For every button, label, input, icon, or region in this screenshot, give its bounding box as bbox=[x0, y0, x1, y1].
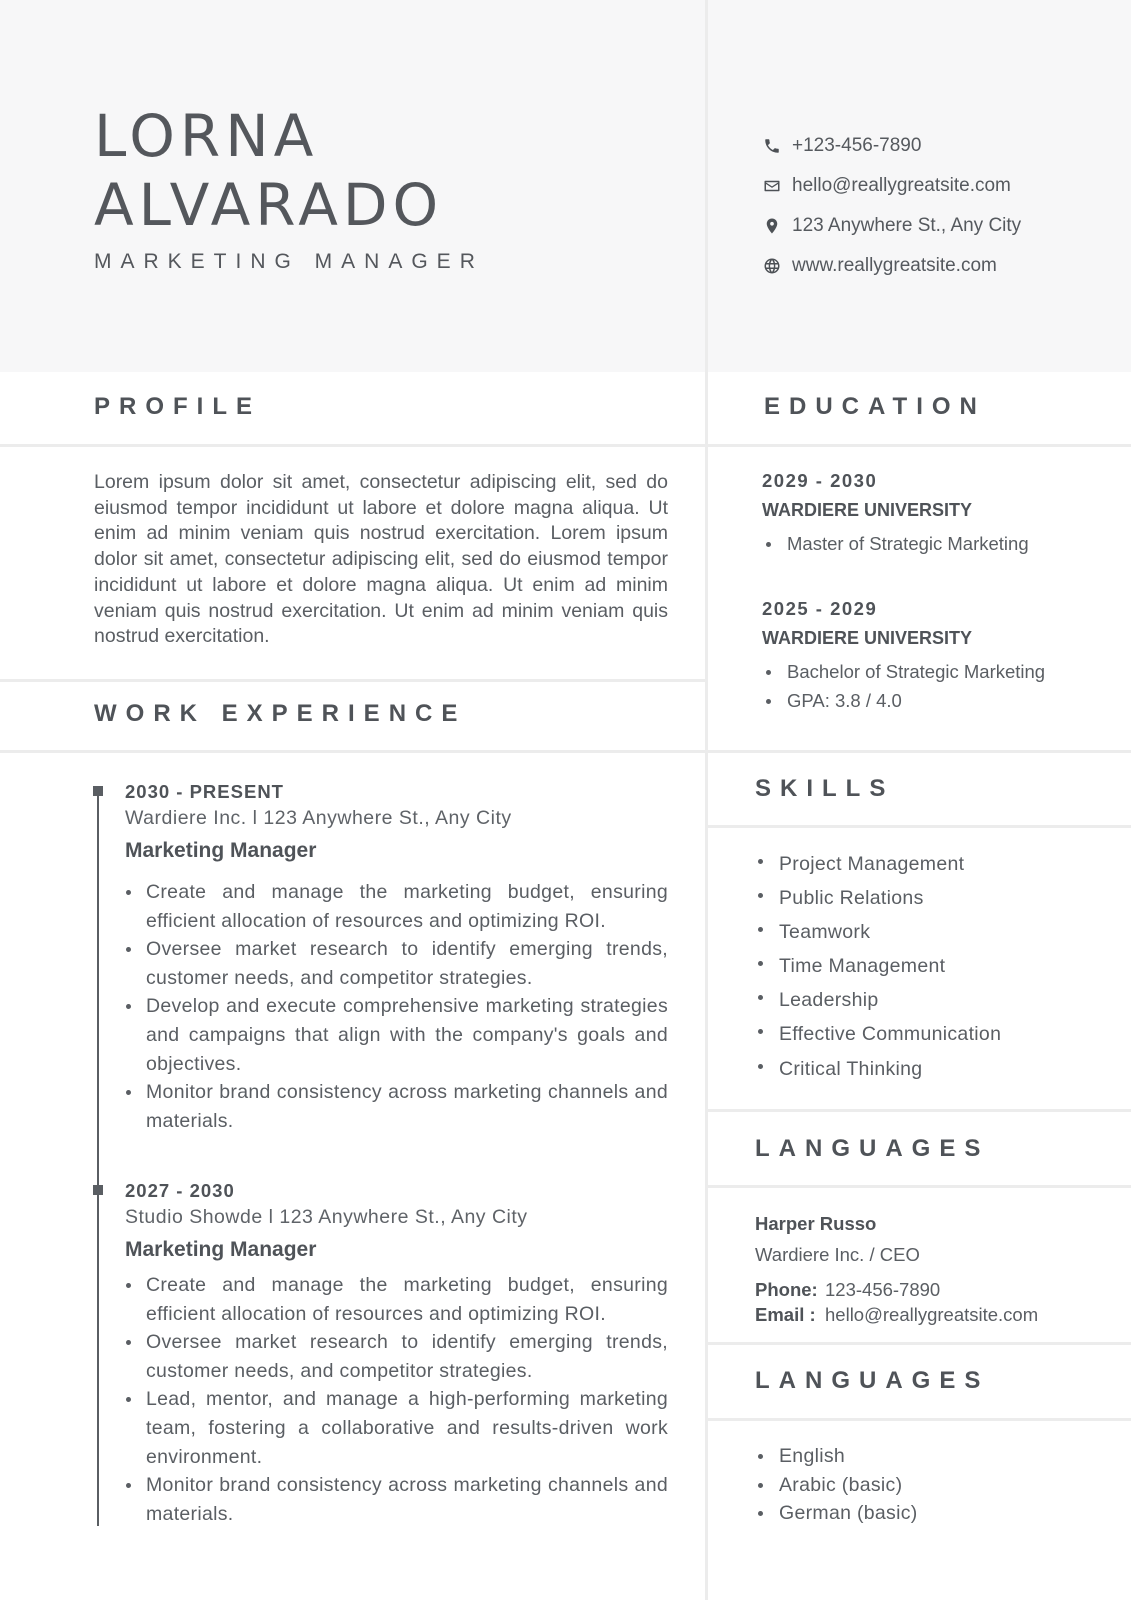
education-items bbox=[762, 530, 1102, 559]
reference-rule bbox=[708, 1185, 1131, 1188]
skills-rule bbox=[708, 825, 1131, 828]
skills-list bbox=[755, 847, 1001, 1086]
language-item: German (basic) bbox=[755, 1499, 918, 1528]
reference-name: Harper Russo bbox=[755, 1213, 877, 1234]
education-item: Master of Strategic Marketing bbox=[762, 530, 1102, 559]
education-school: WARDIERE UNIVERSITY bbox=[762, 500, 973, 520]
last-name: ALVARADO bbox=[94, 171, 444, 239]
work-top-rule bbox=[0, 679, 705, 682]
language-item: Arabic (basic) bbox=[755, 1471, 918, 1500]
skill-item: Teamwork bbox=[755, 915, 1001, 949]
job-bullet: Create and manage the marketing budget, ensuring efficient allocation of resources and optimizing ROI. bbox=[125, 878, 668, 935]
job-years: 2030 - PRESENT bbox=[125, 781, 284, 802]
language-item: English bbox=[755, 1442, 918, 1471]
reference-role: Wardiere Inc. / CEO bbox=[755, 1244, 920, 1265]
job-entry-1 bbox=[125, 780, 668, 1135]
job-bullet: Oversee market research to identify emerging trends, customer needs, and competitor strategies. bbox=[125, 935, 668, 992]
job-role: Marketing Manager bbox=[125, 839, 317, 862]
education-years: 2029 - 2030 bbox=[762, 470, 878, 491]
education-items bbox=[762, 658, 1102, 715]
job-bullets bbox=[125, 878, 668, 1135]
languages-list bbox=[755, 1442, 918, 1528]
contact-website-text: www.reallygreatsite.com bbox=[792, 255, 997, 276]
contact-website[interactable] bbox=[762, 255, 997, 277]
languages-heading: LANGUAGES bbox=[755, 1367, 990, 1394]
reference-email-row bbox=[755, 1302, 1115, 1327]
languages-rule bbox=[708, 1418, 1131, 1421]
skill-item: Project Management bbox=[755, 847, 1001, 881]
education-item: Bachelor of Strategic Marketing bbox=[762, 658, 1102, 687]
contact-email[interactable] bbox=[762, 175, 1011, 197]
job-bullet: Develop and execute comprehensive marketing strategies and campaigns that align with the company's goals and objectives. bbox=[125, 992, 668, 1078]
profile-rule bbox=[0, 444, 705, 447]
reference-email[interactable]: hello@reallygreatsite.com bbox=[825, 1304, 1039, 1325]
reference-block bbox=[755, 1210, 1115, 1327]
job-company: Studio Showde l 123 Anywhere St., Any City bbox=[125, 1206, 528, 1228]
email-icon bbox=[762, 176, 782, 196]
education-years: 2025 - 2029 bbox=[762, 598, 878, 619]
education-entry-1 bbox=[762, 469, 1102, 559]
work-experience-heading: WORK EXPERIENCE bbox=[94, 700, 467, 727]
job-title: MARKETING MANAGER bbox=[94, 250, 484, 273]
reference-phone-label: Phone: bbox=[755, 1279, 818, 1300]
contact-phone[interactable] bbox=[762, 135, 921, 157]
skill-item: Public Relations bbox=[755, 881, 1001, 915]
profile-text: Lorem ipsum dolor sit amet, consectetur adipiscing elit, sed do eiusmod tempor incididunt ut labore et dolore magna aliqua. Ut enim ad minim veniam quis nostrud exercitation. Lorem ipsum dolor sit amet, consectetur adipiscing elit, sed do eiusmod tempor incididunt ut labore et dolore magna aliqua. Ut enim ad minim veniam quis nostrud exercitation. Ut enim ad minim veniam quis nostrud exercitation. bbox=[94, 471, 668, 648]
location-icon bbox=[762, 216, 782, 236]
timeline-dot-2 bbox=[93, 1185, 103, 1195]
education-item: GPA: 3.8 / 4.0 bbox=[762, 687, 1102, 716]
reference-phone[interactable]: 123-456-7890 bbox=[825, 1279, 941, 1300]
job-bullet: Create and manage the marketing budget, ensuring efficient allocation of resources and optimizing ROI. bbox=[125, 1271, 668, 1328]
phone-icon bbox=[762, 136, 782, 156]
contact-phone-text: +123-456-7890 bbox=[792, 135, 922, 156]
education-heading: EDUCATION bbox=[764, 393, 986, 420]
education-rule bbox=[708, 444, 1131, 447]
skills-top-rule bbox=[708, 750, 1131, 753]
skill-item: Critical Thinking bbox=[755, 1052, 1001, 1086]
skills-heading: SKILLS bbox=[755, 775, 895, 802]
reference-heading: LANGUAGES bbox=[755, 1135, 990, 1162]
profile-heading: PROFILE bbox=[94, 393, 262, 420]
job-bullets bbox=[125, 1271, 668, 1528]
job-bullet: Oversee market research to identify emerging trends, customer needs, and competitor strategies. bbox=[125, 1328, 668, 1385]
job-bullet: Lead, mentor, and manage a high-performing marketing team, fostering a collaborative and results-driven work environment. bbox=[125, 1385, 668, 1471]
timeline-dot-1 bbox=[93, 786, 103, 796]
first-name: LORNA bbox=[94, 102, 319, 170]
skill-item: Time Management bbox=[755, 949, 1001, 983]
contact-address bbox=[762, 215, 1021, 237]
reference-top-rule bbox=[708, 1109, 1131, 1112]
skill-item: Effective Communication bbox=[755, 1017, 1001, 1051]
job-entry-2 bbox=[125, 1179, 668, 1528]
job-role: Marketing Manager bbox=[125, 1238, 317, 1261]
education-entry-2 bbox=[762, 597, 1102, 715]
skill-item: Leadership bbox=[755, 983, 1001, 1017]
education-school: WARDIERE UNIVERSITY bbox=[762, 628, 973, 648]
column-divider bbox=[705, 0, 708, 1600]
globe-icon bbox=[762, 256, 782, 276]
timeline-line bbox=[97, 790, 99, 1526]
job-company: Wardiere Inc. l 123 Anywhere St., Any City bbox=[125, 807, 512, 829]
reference-phone-row bbox=[755, 1277, 1115, 1302]
work-rule bbox=[0, 750, 705, 753]
reference-email-label: Email : bbox=[755, 1304, 816, 1325]
languages-top-rule bbox=[708, 1342, 1131, 1345]
job-bullet: Monitor brand consistency across marketing channels and materials. bbox=[125, 1078, 668, 1135]
contact-email-text: hello@reallygreatsite.com bbox=[792, 175, 1011, 196]
job-years: 2027 - 2030 bbox=[125, 1180, 235, 1201]
job-bullet: Monitor brand consistency across marketing channels and materials. bbox=[125, 1471, 668, 1528]
contact-address-text: 123 Anywhere St., Any City bbox=[792, 215, 1022, 236]
